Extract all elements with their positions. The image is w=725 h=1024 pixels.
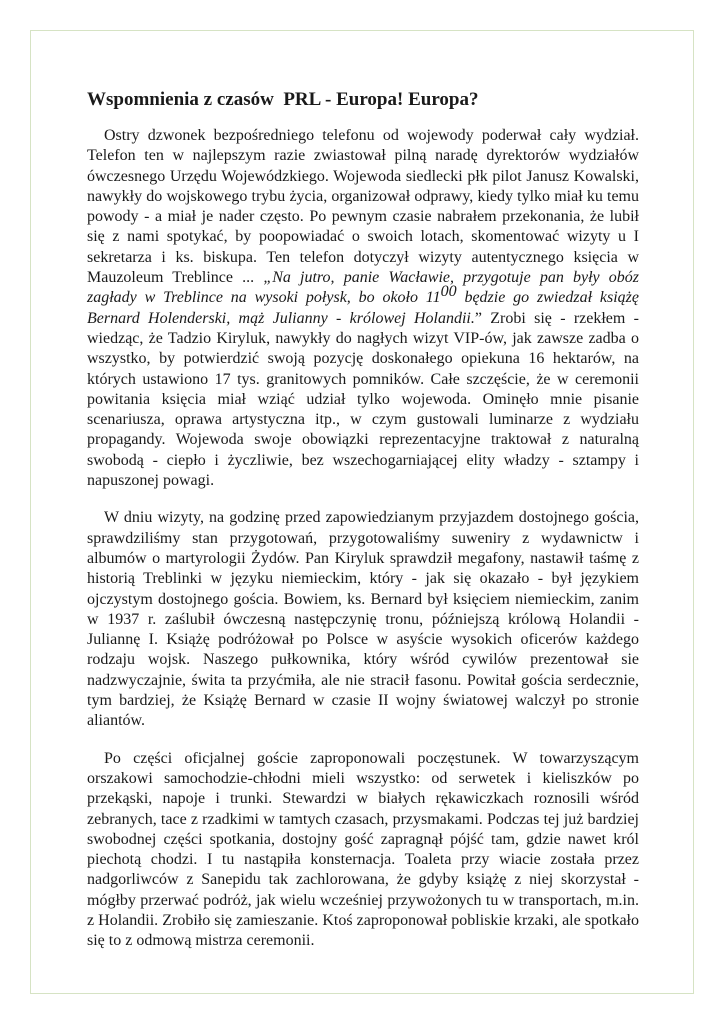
quote-part-1: „Na jutro, panie Wacławie, przygotuje pan były obóz zagłady w Treblince na wysoki połysk, bo około 11 (87, 269, 640, 307)
paragraph-1-intro: Ostry dzwonek bezpośredniego telefonu od wojewody poderwał cały wydział. Telefon ten w najlepszym razie zwiastował pilną naradę dyrektorów wydziałów ówczesnego Urzędu Wojewódzkiego. Wojewoda siedlecki płk pilot Janusz Kowalski, nawykły do wojskowego trybu życia, organizował odprawy, kiedy tylko miał ku temu powody - a miał je nader często. Po pewnym czasie nabrałem przekonania, że lubił się z nami spotykać, by poopowiadać o swoich lotach, skomentować wizyty u I sekretarza i ks. biskupa. Ten telefon dotyczył wizyty autentycznego księcia w Mauzoleum Treblince ... (87, 127, 639, 287)
paragraph-1 (87, 126, 639, 491)
paragraph-1-rest: ” Zrobi się - rzekłem - wiedząc, że Tadzio Kiryluk, nawykły do nagłych wizyt VIP-ów, jak zawsze zadba o wszystko, by potwierdzić swoją pozycję doskonałego opiekuna 16 hektarów, na których ustawiono 17 tys. granitowych pomników. Całe szczęście, że w ceremonii powitania księcia miał wziąć udział tylko wojewoda. Ominęło mnie pisanie scenariusza, oprawa artystyczna itp., w czym gustowali luminarze z wydziału propagandy. Wojewoda swoje obowiązki reprezentacyjne traktował z naturalną swobodą - ciepło i życzliwie, bez wszechogarniającej elity władzy - sztampy i napuszonej powagi. (87, 309, 639, 490)
document-body (87, 88, 639, 969)
quote-part-2: będzie go zwiedzał książę Bernard Holenderski, mąż Julianny - królowej Holandii. (87, 289, 639, 327)
article-title: Wspomnienia z czasów PRL - Europa! Europa? (87, 89, 479, 110)
paragraph-3: Po części oficjalnej goście zaproponowali poczęstunek. W towarzyszącym orszakowi samochodzie-chłodni mieli wszystko: od serwetek i kieliszków po przekąski, napoje i trunki. Stewardzi w białych rękawiczkach roznosili wśród zebranych, tace z rzadkimi w tamtych czasach, przysmakami. Podczas tej już bardziej swobodnej części spotkania, dostojny gość zapragnął pójść tam, gdzie nawet król piechotą chodzi. I tu nastąpiła konsternacja. Toaleta przy wiacie została przez nadgorliwców z Sanepidu tak zachlorowana, że gdyby książę z niej skorzystał - mógłby przerwać podróż, jak wielu wcześniej przywożonych tu w transportach, m.in. z Holandii. Zrobiło się zamieszanie. Ktoś zaproponował pobliskie krzaki, ale spotkało się to z odmową mistrza ceremonii. (87, 749, 639, 950)
quote-time-superscript: 00 (440, 283, 457, 301)
paragraph-2: W dniu wizyty, na godzinę przed zapowiedzianym przyjazdem dostojnego gościa, sprawdziliśmy stan przygotowań, przygotowaliśmy suweniry z wydawnictw i albumów o martyrologii Żydów. Pan Kiryluk sprawdził megafony, nastawił taśmę z historią Treblinki w języku niemieckim, który - jak się okazało - był językiem ojczystym dostojnego gościa. Bowiem, ks. Bernard był księciem niemieckim, zanim w 1937 r. zaślubił ówczesną następczynię tronu, późniejszą królową Holandii - Juliannę I. Książę podróżował po Polsce w asyście wysokich oficerów każdego rodzaju wojsk. Naszego pułkownika, który wśród cywilów prezentował sie nadzwyczajnie, świta ta przyćmiła, ale nie stracił fasonu. Powitał gościa serdecznie, tym bardziej, że Książę Bernard w czasie II wojny światowej walczył po stronie aliantów. (87, 509, 639, 730)
